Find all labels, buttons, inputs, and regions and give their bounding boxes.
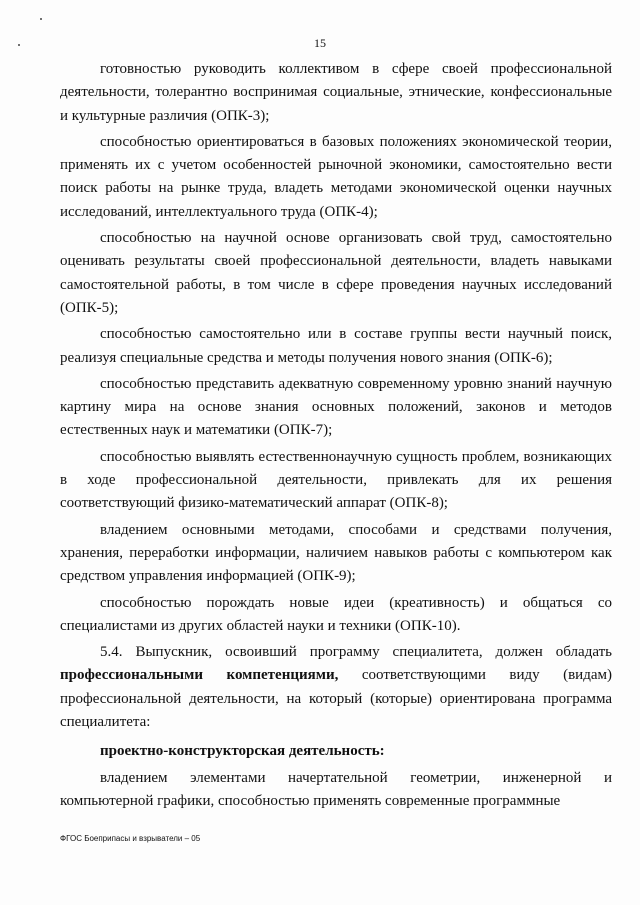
paragraph-opk-9: владением основными методами, способами и средствами получения, хранения, переработки информации, наличием навыков работы с компьютером как средством управления информацией (ОПК-9);	[60, 521, 612, 585]
scan-speck	[40, 18, 42, 20]
page-number: 15	[314, 36, 326, 50]
footer-text: ФГОС Боеприпасы и взрыватели – 05	[60, 834, 201, 843]
section-heading: проектно-конструкторская деятельность:	[100, 743, 385, 760]
paragraph-design-activity: владением элементами начертательной геометрии, инженерной и компьютерной графики, способностью применять современные программные	[60, 769, 612, 809]
clause-rest-text: соответствующими виду (видам) профессиональной деятельности, на который (которые) ориентирована программа специалитета:	[60, 667, 612, 731]
clause-5-4	[60, 641, 612, 734]
paragraph-opk-4: способностью ориентироваться в базовых положениях экономической теории, применять их с учетом особенностей рыночной экономики, самостоятельно вести поиск работы на рынке труда, владеть методами экономической оценки научных исследований, интеллектуального труда (ОПК-4);	[60, 133, 612, 220]
paragraph-opk-6: способностью самостоятельно или в составе группы вести научный поиск, реализуя специальные средства и методы получения нового знания (ОПК-6);	[60, 326, 612, 366]
paragraph-opk-7: способностью представить адекватную современному уровню знаний научную картину мира на основе знания основных положений, законов и методов естественных наук и математики (ОПК-7);	[60, 375, 612, 439]
clause-lead-text: 5.4. Выпускник, освоивший программу специалитета, должен обладать	[100, 644, 612, 661]
paragraph-opk-10: способностью порождать новые идеи (креативность) и общаться со специалистами из других областей науки и техники (ОПК-10).	[60, 594, 612, 634]
paragraph-opk-3: готовностью руководить коллективом в сфере своей профессиональной деятельности, толерантно воспринимая социальные, этнические, конфессиональные и культурные различия (ОПК-3);	[60, 61, 612, 124]
document-body	[60, 58, 612, 813]
paragraph-opk-5: способностью на научной основе организовать свой труд, самостоятельно оценивать результаты своей профессиональной деятельности, владеть навыками самостоятельной работы, в том числе в сфере проведения научных исследований (ОПК-5);	[60, 230, 612, 316]
paragraph-opk-8: способностью выявлять естественнонаучную сущность проблем, возникающих в ходе профессиональной деятельности, привлекать для их решения соответствующий физико-математический аппарат (ОПК-8);	[60, 448, 612, 512]
clause-bold-text: профессиональными компетенциями,	[60, 667, 339, 684]
